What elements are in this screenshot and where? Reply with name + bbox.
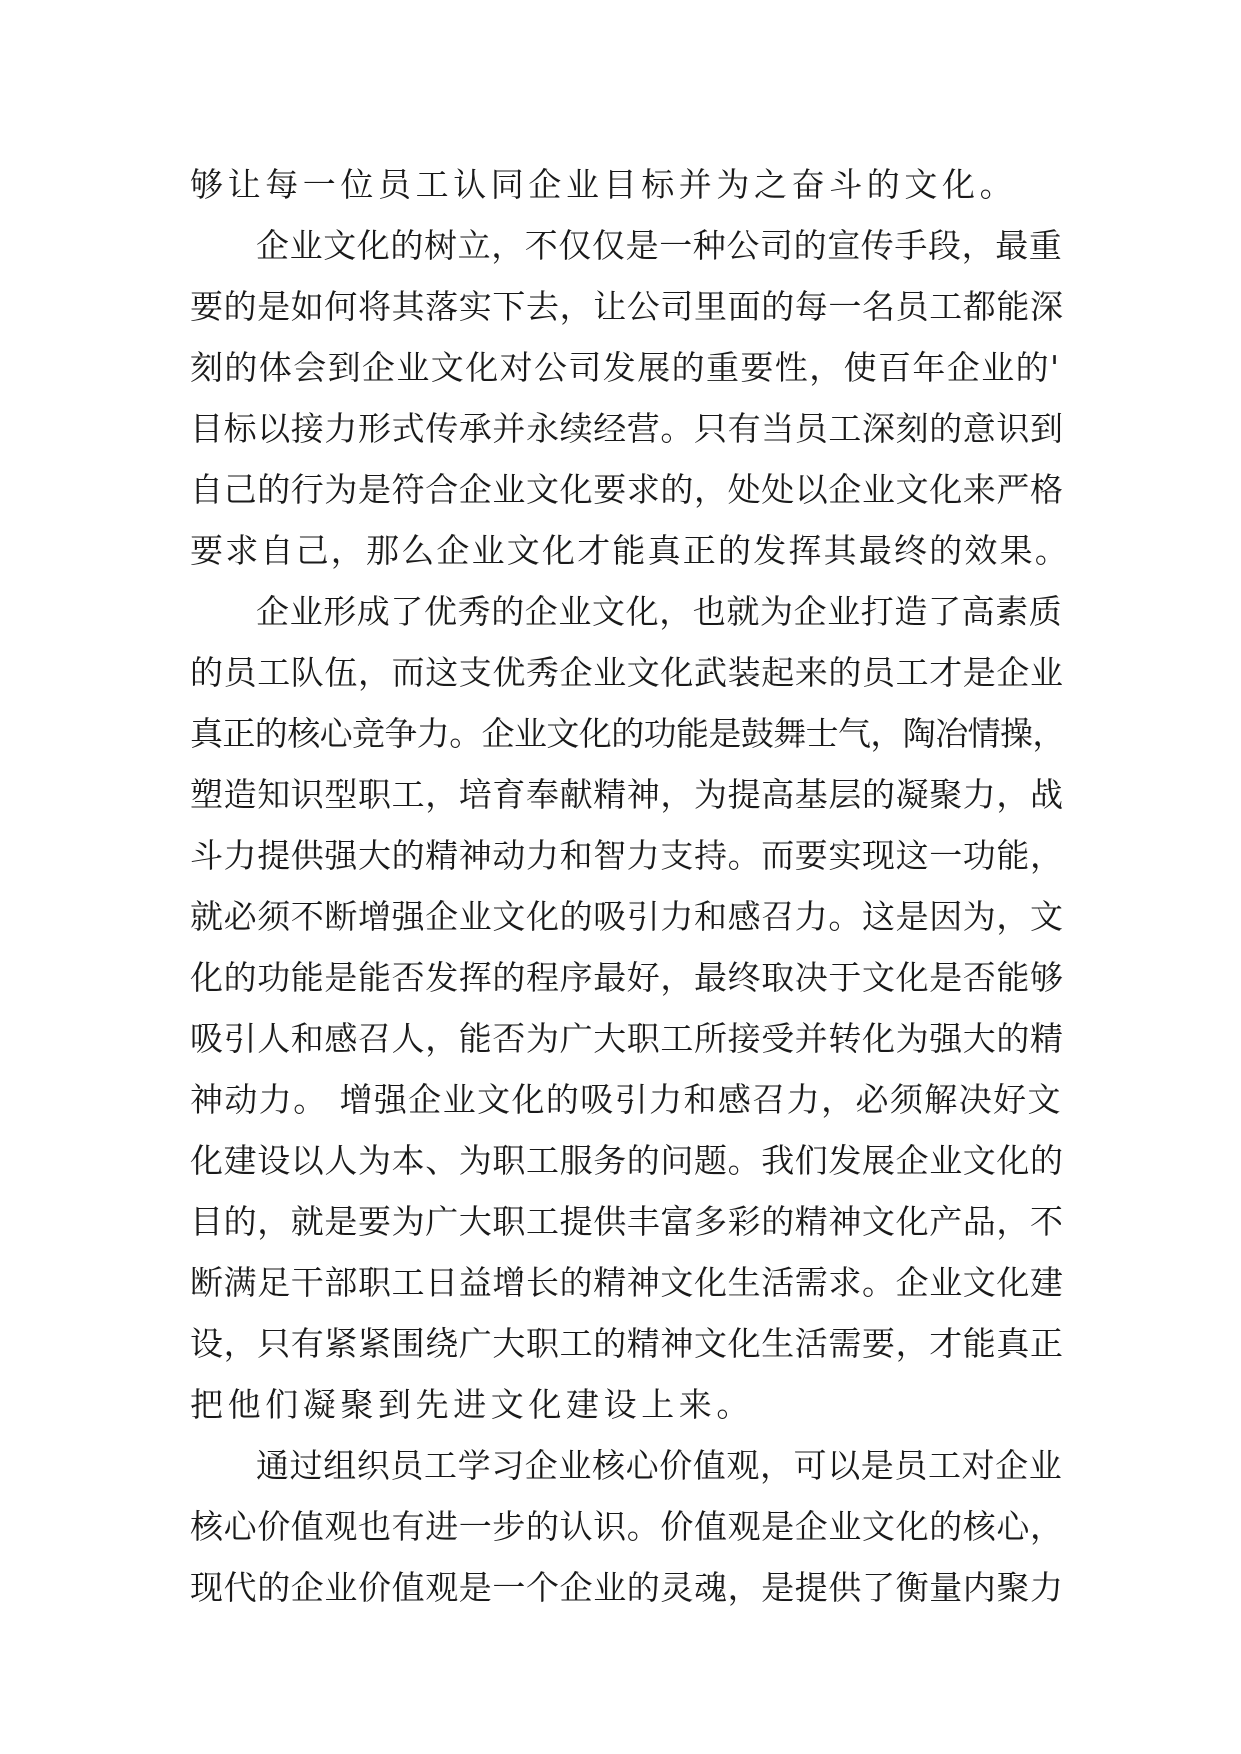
text-line: 自己的行为是符合企业文化要求的，处处以企业文化来严格 <box>190 470 1064 509</box>
text-line: 化的功能是能否发挥的程序最好，最终取决于文化是否能够 <box>190 958 1064 997</box>
text-line: 目的，就是要为广大职工提供丰富多彩的精神文化产品，不 <box>190 1202 1064 1241</box>
paragraph-start-line: 通过组织员工学习企业核心价值观，可以是员工对企业 <box>256 1446 1063 1485</box>
text-line: 神动力。 增强企业文化的吸引力和感召力，必须解决好文 <box>190 1080 1062 1119</box>
text-line: 要的是如何将其落实下去，让公司里面的每一名员工都能深 <box>190 287 1064 326</box>
text-line: 够让每一位员工认同企业目标并为之奋斗的文化。 <box>190 165 1018 204</box>
text-line: 的员工队伍，而这支优秀企业文化武装起来的员工才是企业 <box>190 653 1064 692</box>
text-line: 塑造知识型职工，培育奉献精神，为提高基层的凝聚力，战 <box>190 775 1064 814</box>
paragraph-start-line: 企业文化的树立，不仅仅是一种公司的宣传手段，最重 <box>256 226 1063 265</box>
text-line: 核心价值观也有进一步的认识。价值观是企业文化的核心， <box>190 1507 1064 1546</box>
text-line: 吸引人和感召人，能否为广大职工所接受并转化为强大的精 <box>190 1019 1064 1058</box>
text-line: 设，只有紧紧围绕广大职工的精神文化生活需要，才能真正 <box>190 1324 1064 1363</box>
text-line: 现代的企业价值观是一个企业的灵魂，是提供了衡量内聚力 <box>190 1568 1064 1607</box>
text-line: 就必须不断增强企业文化的吸引力和感召力。这是因为，文 <box>190 897 1064 936</box>
text-line: 断满足干部职工日益增长的精神文化生活需求。企业文化建 <box>190 1263 1064 1302</box>
text-line: 刻的体会到企业文化对公司发展的重要性，使百年企业的' <box>190 348 1061 387</box>
text-line: 把他们凝聚到先进文化建设上来。 <box>190 1385 754 1424</box>
text-line: 斗力提供强大的精神动力和智力支持。而要实现这一功能， <box>190 836 1064 875</box>
text-line: 目标以接力形式传承并永续经营。只有当员工深刻的意识到 <box>190 409 1064 448</box>
text-line: 化建设以人为本、为职工服务的问题。我们发展企业文化的 <box>190 1141 1064 1180</box>
text-line: 真正的核心竞争力。企业文化的功能是鼓舞士气，陶冶情操， <box>190 714 1065 753</box>
body-text <box>190 154 1070 1618</box>
paragraph-start-line: 企业形成了优秀的企业文化，也就为企业打造了高素质 <box>256 592 1063 631</box>
text-line: 要求自己，那么企业文化才能真正的发挥其最终的效果。 <box>190 531 1070 570</box>
